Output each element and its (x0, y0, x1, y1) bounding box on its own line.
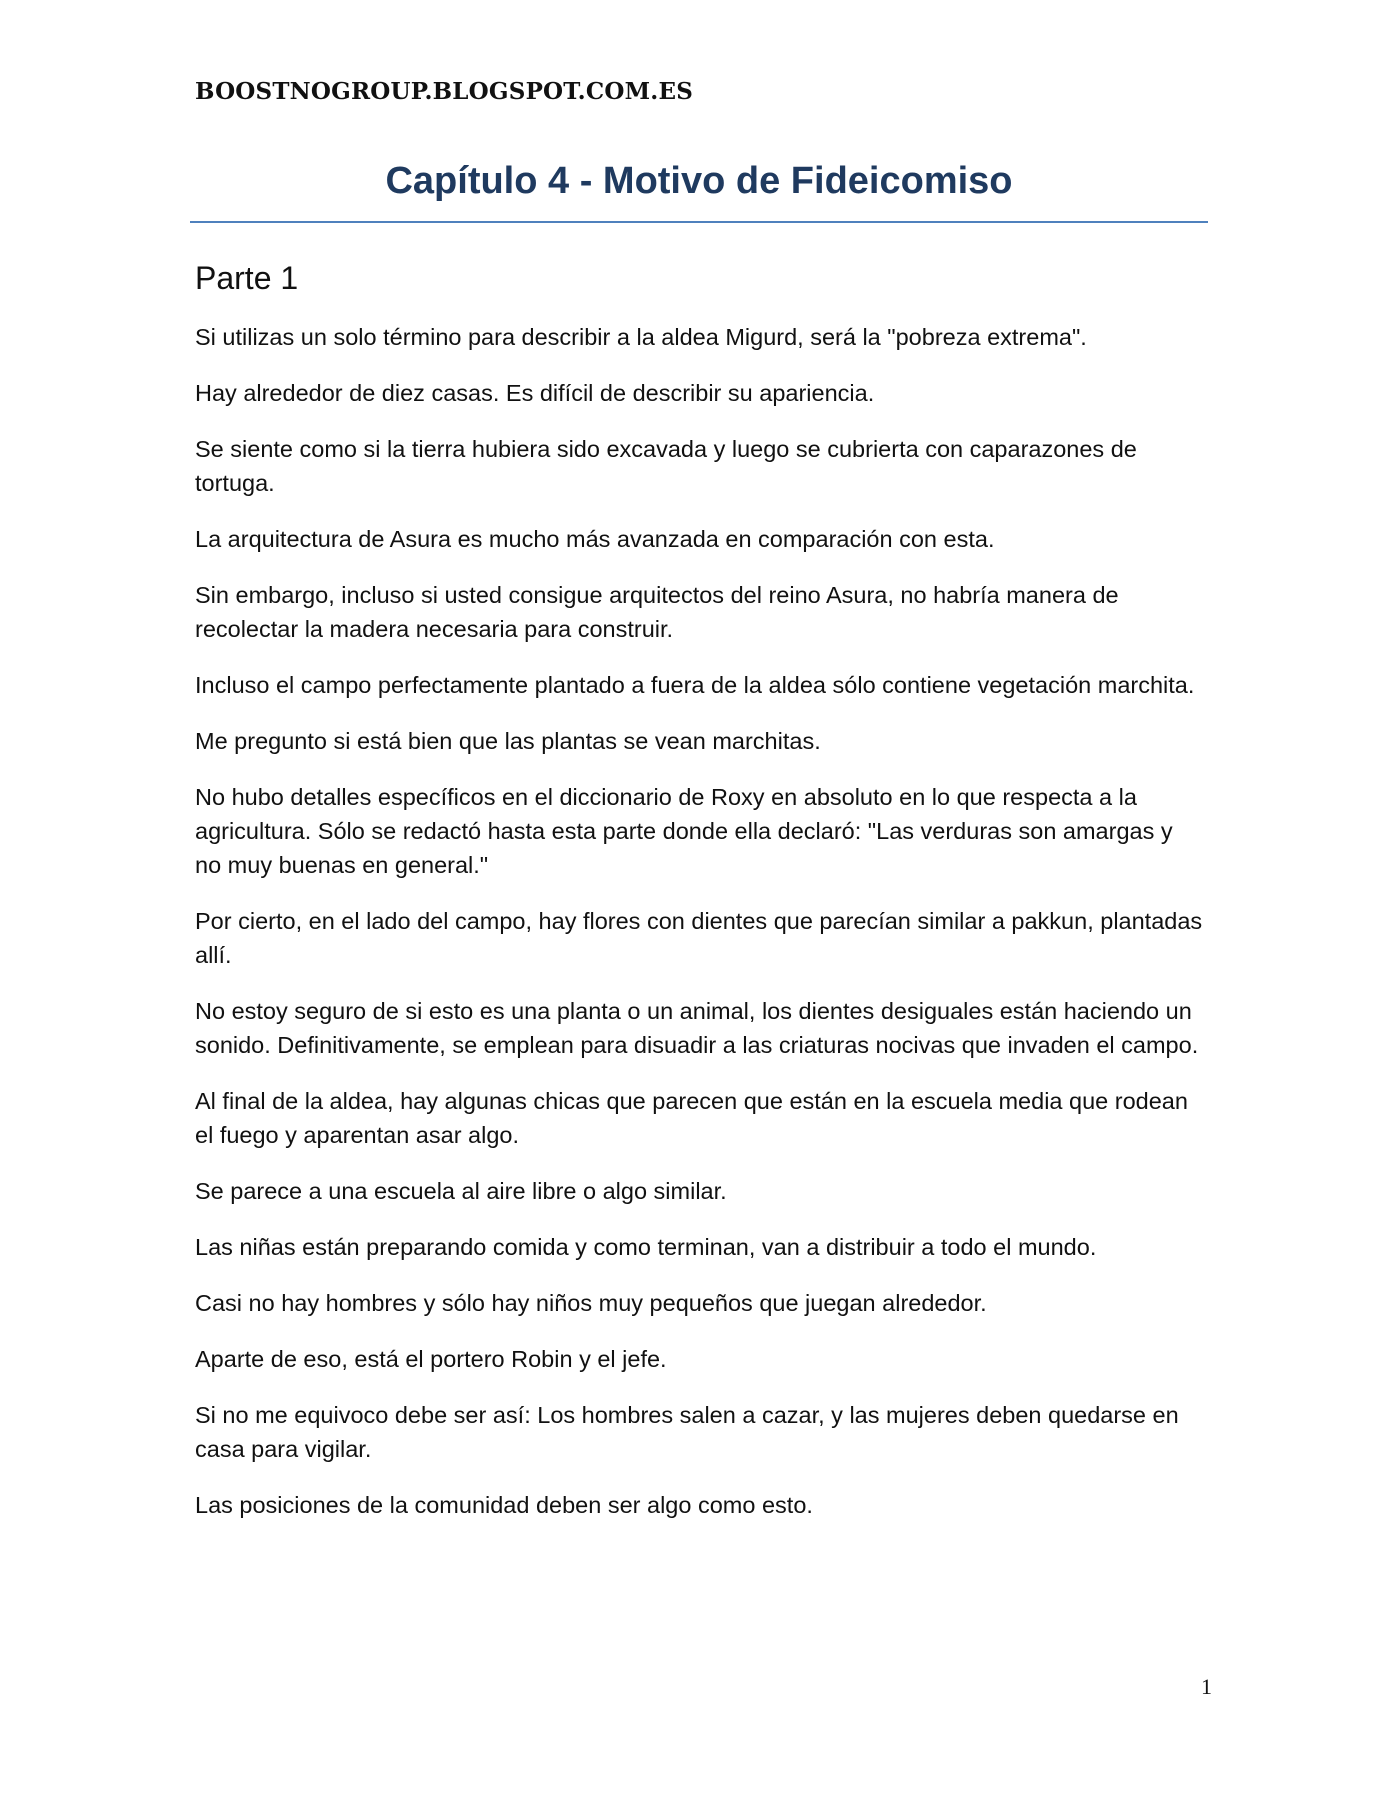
paragraph: Se parece a una escuela al aire libre o algo similar. (195, 1178, 727, 1204)
chapter-title: Capítulo 4 - Motivo de Fideicomiso (385, 160, 1013, 202)
paragraph: Si no me equivoco debe ser así: Los hombres salen a cazar, y las mujeres deben quedarse en casa para vigilar. (195, 1402, 1179, 1462)
paragraph: Incluso el campo perfectamente plantado a fuera de la aldea sólo contiene vegetación marchita. (195, 672, 1195, 698)
paragraph: No estoy seguro de si esto es una planta o un animal, los dientes desiguales están haciendo un sonido. Definitivamente, se emplean para disuadir a las criaturas nocivas que invaden el campo. (195, 998, 1199, 1058)
paragraph: Por cierto, en el lado del campo, hay flores con dientes que parecían similar a pakkun, plantadas allí. (195, 908, 1203, 968)
page-number: 1 (1201, 1674, 1212, 1699)
title-underline (190, 221, 1208, 223)
paragraph: Al final de la aldea, hay algunas chicas que parecen que están en la escuela media que rodean el fuego y aparentan asar algo. (195, 1088, 1188, 1148)
section-heading: Parte 1 (195, 260, 299, 296)
paragraph: Aparte de eso, está el portero Robin y el jefe. (195, 1346, 667, 1372)
paragraph: Se siente como si la tierra hubiera sido excavada y luego se cubrierta con caparazones de tortuga. (195, 436, 1137, 496)
paragraph: La arquitectura de Asura es mucho más avanzada en comparación con esta. (195, 526, 995, 552)
paragraph: No hubo detalles específicos en el diccionario de Roxy en absoluto en lo que respecta a la agricultura. Sólo se redactó hasta esta parte donde ella declaró: "Las verduras son amargas y no muy buenas en general." (195, 784, 1173, 878)
paragraph: Las posiciones de la comunidad deben ser algo como esto. (195, 1492, 813, 1518)
paragraph: Casi no hay hombres y sólo hay niños muy pequeños que juegan alrededor. (195, 1290, 987, 1316)
paragraph: Si utilizas un solo término para describir a la aldea Migurd, será la "pobreza extrema". (195, 324, 1087, 350)
paragraph: Las niñas están preparando comida y como terminan, van a distribuir a todo el mundo. (195, 1234, 1097, 1260)
paragraph: Sin embargo, incluso si usted consigue arquitectos del reino Asura, no habría manera de recolectar la madera necesaria para construir. (195, 582, 1119, 642)
paragraph: Hay alrededor de diez casas. Es difícil de describir su apariencia. (195, 380, 875, 406)
paragraph: Me pregunto si está bien que las plantas se vean marchitas. (195, 728, 821, 754)
site-header: BOOSTNOGROUP.BLOGSPOT.COM.ES (195, 78, 693, 105)
document-body (195, 258, 1205, 1544)
